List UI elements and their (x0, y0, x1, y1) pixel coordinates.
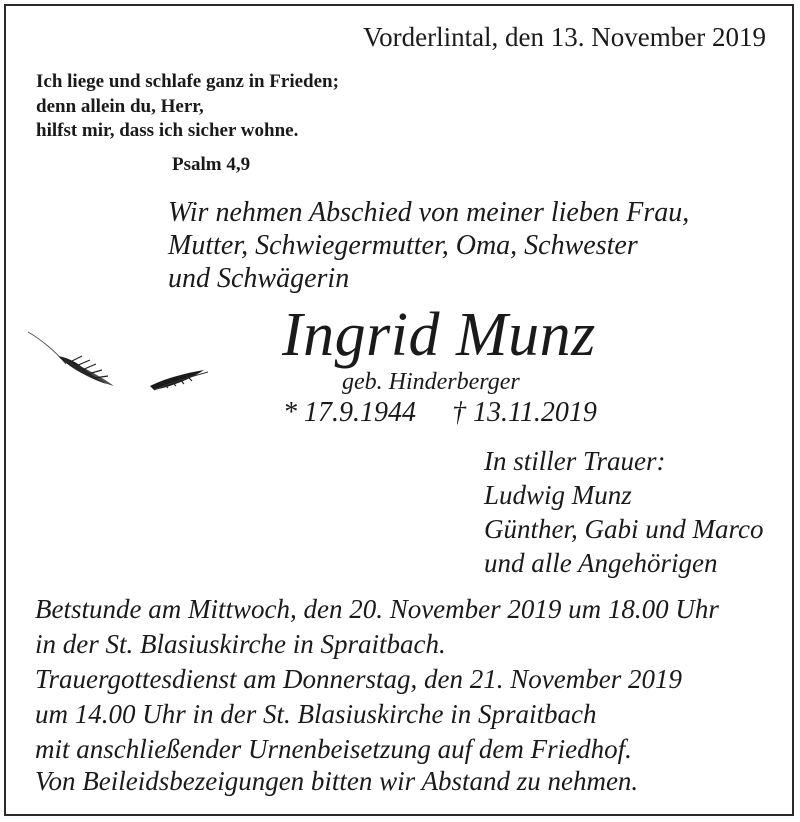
service-line: mit anschließender Urnenbeisetzung auf dem Friedhof. (35, 734, 632, 764)
service-line: in der St. Blasiuskirche in Spraitbach. (35, 629, 446, 659)
verse-line: hilfst mir, dass ich sicher wohne. (36, 120, 299, 141)
mourners-line: In stiller Trauer: (484, 446, 666, 476)
deceased-name: Ingrid Munz (282, 301, 596, 369)
maiden-name: geb. Hinderberger (342, 369, 520, 395)
closing-note: Von Beileidsbezeigungen bitten wir Abstand zu nehmen. (35, 766, 639, 796)
place-date: Vorderlintal, den 13. November 2019 (363, 22, 766, 52)
mourners-line: Ludwig Munz (484, 480, 632, 510)
farewell-intro (168, 196, 689, 295)
intro-line: Wir nehmen Abschied von meiner lieben Frau, (168, 197, 690, 228)
bible-verse (36, 70, 339, 144)
verse-line: denn allein du, Herr, (36, 95, 204, 117)
mourners-list (484, 444, 763, 580)
service-line: Betstunde am Mittwoch, den 20. November 2019 um 18.00 Uhr (35, 594, 719, 624)
intro-line: und Schwägerin (168, 263, 350, 294)
death-date: † 13.11.2019 (452, 397, 597, 428)
service-details (35, 592, 719, 767)
feather-icon (22, 326, 222, 406)
mourners-line: Günther, Gabi und Marco (484, 514, 764, 544)
birth-date: * 17.9.1944 (283, 397, 416, 428)
verse-reference: Psalm 4,9 (172, 154, 251, 175)
service-line: um 14.00 Uhr in der St. Blasiuskirche in Spraitbach (35, 699, 597, 729)
intro-line: Mutter, Schwiegermutter, Oma, Schwester (168, 230, 638, 261)
mourners-line: und alle Angehörigen (484, 548, 718, 578)
service-line: Trauergottesdienst am Donnerstag, den 21. November 2019 (35, 664, 682, 694)
verse-line: Ich liege und schlafe ganz in Frieden; (36, 71, 339, 92)
